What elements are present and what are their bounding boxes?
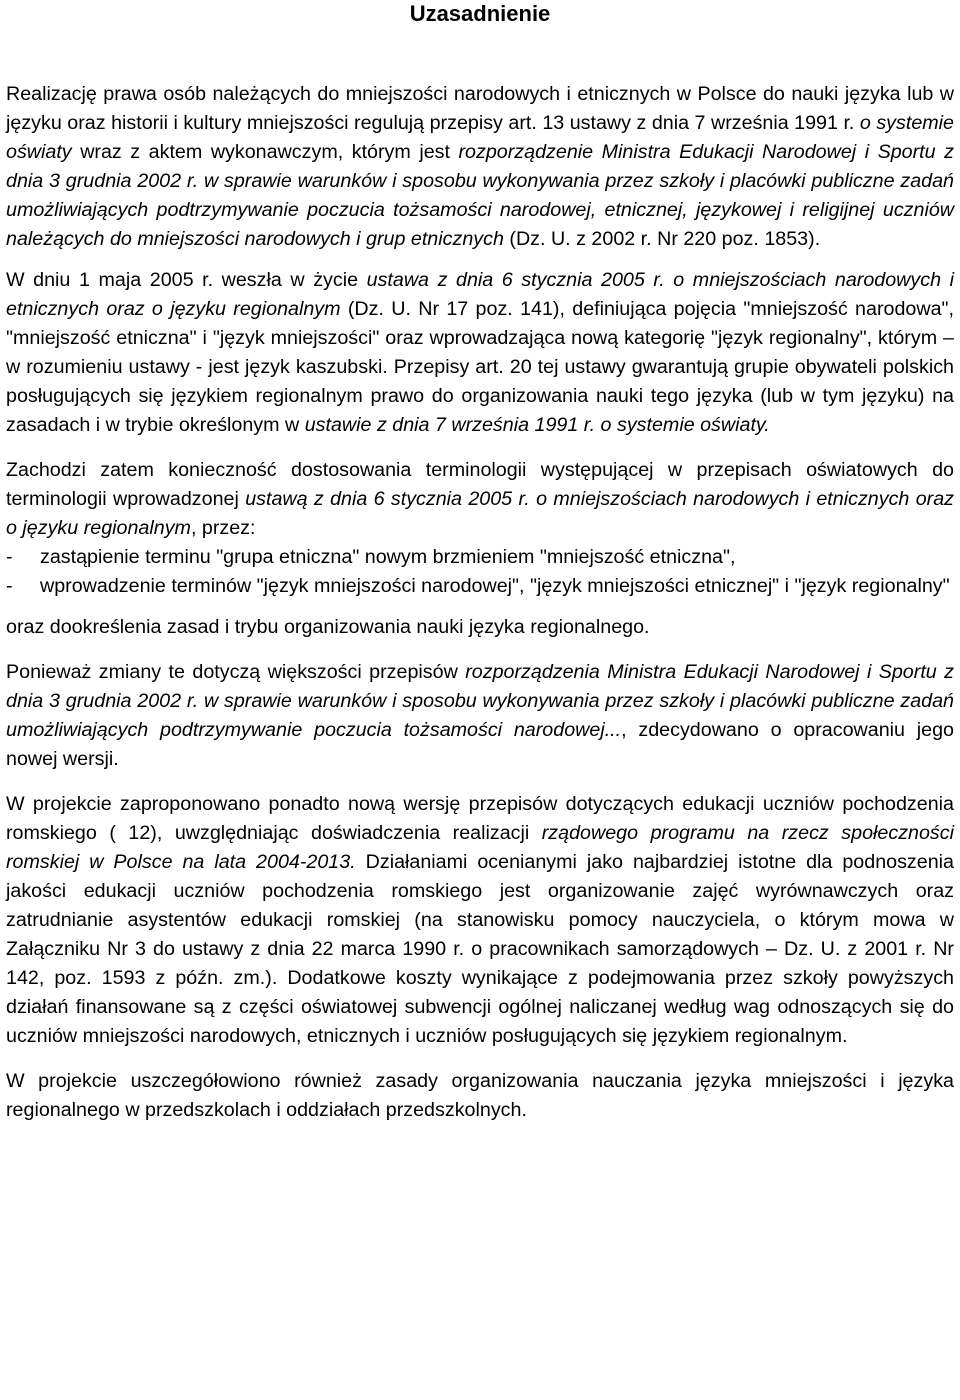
paragraph-minority-act (6, 266, 954, 440)
text-run: , zdecydowano o opracowaniu jego nowej wersji. (6, 719, 954, 770)
document-title: Uzasadnienie (409, 1, 551, 26)
list-item-introduce-terms (6, 572, 954, 601)
italic-citation: o systemie oświaty (6, 112, 955, 163)
italic-citation: rządowego programu na rzecz społeczności romskiej w Polsce na lata 2004-2013. (6, 822, 954, 873)
text-run: (Dz. U. Nr 17 poz. 141), definiująca pojęcia "mniejszość narodowa", "mniejszość etniczna" i "język mniejszości" oraz wprowadzająca nową kategorię "język regionalny", którym – w rozumieniu ustawy - jest język kaszubski. Przepisy art. 20 tej ustawy gwarantują grupie obywateli polskich posługujących się językiem regionalnym prawo do organizowania nauki tego języka (lub w tym języku) na zasadach i w trybie określonym w (6, 298, 954, 436)
italic-citation: ustawie z dnia 7 września 1991 r. o systemie oświaty. (304, 414, 770, 436)
list-item-text: wprowadzenie terminów "język mniejszości narodowej", "język mniejszości etnicznej" i "język regionalny" (40, 575, 950, 597)
paragraph-regional-language: oraz dookreślenia zasad i trybu organizowania nauki języka regionalnego. (6, 616, 650, 638)
text-run: Realizację prawa osób należących do mniejszości narodowych i etnicznych w Polsce do nauki języka lub w języku oraz historii i kultury mniejszości regulują przepisy art. 13 ustawy z dnia 7 września 1991 r. (6, 83, 954, 134)
text-run: W dniu 1 maja 2005 r. weszła w życie (6, 269, 367, 291)
italic-citation: rozporządzenie Ministra Edukacji Narodowej i Sportu z dnia 3 grudnia 2002 r. w sprawie warunków i sposobu wykonywania przez szkoły i placówki publiczne zadań umożliwiających podtrzymywanie poczucia tożsamości narodowej, etnicznej, językowej i religijnej uczniów należących do mniejszości narodowych i grup etnicznych (6, 141, 954, 250)
text-run: W projekcie zaproponowano ponadto nową wersję przepisów dotyczących edukacji uczniów pochodzenia romskiego ( 12), uwzględniając doświadczenia realizacji (6, 793, 954, 844)
italic-citation: ustawa z dnia 6 stycznia 2005 r. o mniejszościach narodowych i etnicznych oraz o języku regionalnym (6, 269, 954, 320)
text-run: Ponieważ zmiany te dotyczą większości przepisów (6, 661, 466, 683)
list-item-text: zastąpienie terminu "grupa etniczna" nowym brzmieniem "mniejszość etniczna", (40, 546, 736, 568)
italic-citation: ustawą z dnia 6 stycznia 2005 r. o mniejszościach narodowych i etnicznych oraz o języku regionalnym (6, 488, 954, 539)
paragraph-roma-education (6, 790, 954, 1051)
paragraph-new-version (6, 658, 954, 774)
paragraph-terminology-need (6, 456, 954, 543)
paragraph-legal-basis (6, 80, 954, 254)
text-run: wraz z aktem wykonawczym, którym jest (71, 141, 459, 163)
text-run: (Dz. U. z 2002 r. Nr 220 poz. 1853). (503, 228, 821, 250)
italic-citation: rozporządzenia Ministra Edukacji Narodowej i Sportu z dnia 3 grudnia 2002 r. w sprawie warunków i sposobu wykonywania przez szkoły i placówki publiczne zadań umożliwiających podtrzymywanie poczucia tożsamości narodowej... (6, 661, 954, 741)
text-run: Działaniami ocenianymi jako najbardziej istotne dla podnoszenia jakości edukacji uczniów pochodzenia romskiego jest organizowanie zajęć wyrównawczych oraz zatrudnianie asystentów edukacji romskiej (na stanowisku pomocy nauczyciela, o którym mowa w Załączniku Nr 3 do ustawy z dnia 22 marca 1990 r. o pracownikach samorządowych – Dz. U. z 2001 r. Nr 142, poz. 1593 z późn. zm.). Dodatkowe koszty wynikające z podejmowania przez szkoły powyższych działań finansowane są z części oświatowej subwencji ogólnej naliczanej według wag odnoszących się do uczniów mniejszości narodowych, etnicznych i uczniów posługujących się językiem regionalnym. (6, 851, 954, 1047)
paragraph-preschool: W projekcie uszczegółowiono również zasady organizowania nauczania języka mniejszości i języka regionalnego w przedszkolach i oddziałach przedszkolnych. (6, 1070, 954, 1121)
list-bullet: - (6, 575, 13, 597)
list-item-replace-term (6, 543, 954, 572)
text-run: , przez: (190, 517, 256, 539)
text-run: Zachodzi zatem konieczność dostosowania terminologii występującej w przepisach oświatowych do terminologii wprowadzonej (6, 459, 954, 510)
list-bullet: - (6, 546, 13, 568)
